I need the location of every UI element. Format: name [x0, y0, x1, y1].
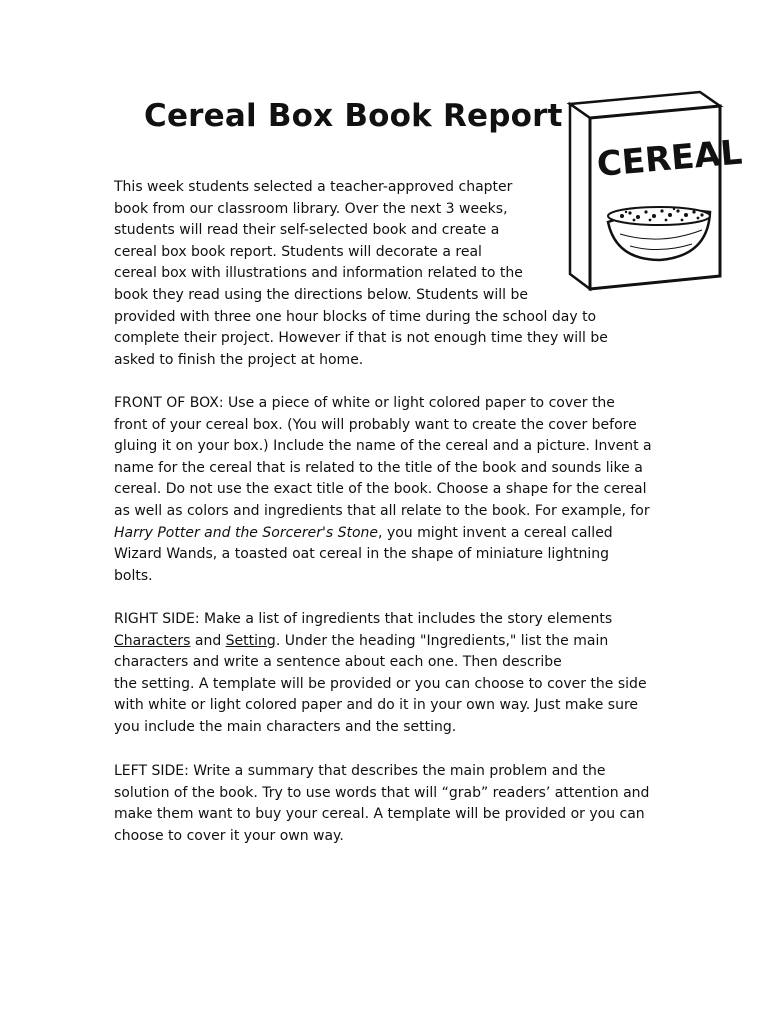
text-line: cereal. Do not use the exact title of the book. Choose a shape for the cereal	[114, 481, 647, 498]
text-fragment: . Under the heading "Ingredients," list the main	[275, 632, 609, 649]
example-book-title: Harry Potter and the Sorcerer's Stone	[114, 524, 379, 541]
text-line: front of your cereal box. (You will probably want to create the cover before	[114, 416, 637, 433]
text-line: choose to cover it your own way.	[114, 827, 344, 844]
characters-term: Characters	[114, 632, 191, 649]
text-fragment: and	[190, 632, 226, 649]
left-side-paragraph	[114, 761, 674, 847]
front-of-box-paragraph	[114, 393, 674, 587]
cereal-label: CEREAL	[595, 132, 744, 185]
text-line: FRONT OF BOX: Use a piece of white or light colored paper to cover the	[114, 395, 615, 411]
text-line	[114, 523, 674, 545]
page-title: Cereal Box Book Report	[144, 98, 563, 134]
right-side-paragraph	[114, 609, 674, 739]
text-line: students will read their self-selected book and create a	[114, 222, 500, 239]
text-line: characters and write a sentence about each one. Then describe	[114, 654, 562, 671]
text-line: book from our classroom library. Over the next 3 weeks,	[114, 200, 508, 217]
text-line: with white or light colored paper and do it in your own way. Just make sure	[114, 697, 639, 714]
text-line: LEFT SIDE: Write a summary that describes the main problem and the	[114, 763, 606, 779]
text-line: gluing it on your box.) Include the name of the cereal and a picture. Invent a	[114, 438, 652, 455]
text-line: cereal box book report. Students will decorate a real	[114, 243, 482, 260]
text-line: bolts.	[114, 567, 153, 584]
text-line: Wizard Wands, a toasted oat cereal in the shape of miniature lightning	[114, 546, 610, 563]
intro-paragraph	[114, 177, 674, 371]
text-line: book they read using the directions below. Students will be	[114, 286, 528, 303]
text-line: asked to finish the project at home.	[114, 351, 364, 368]
text-line: make them want to buy your cereal. A template will be provided or you can	[114, 806, 645, 823]
text-fragment: , you might invent a cereal called	[378, 524, 613, 541]
text-line: RIGHT SIDE: Make a list of ingredients that includes the story elements	[114, 611, 613, 627]
text-line: solution of the book. Try to use words that will “grab” readers’ attention and	[114, 784, 650, 801]
setting-term: Setting	[225, 632, 276, 649]
text-line	[114, 631, 674, 653]
text-line: name for the cereal that is related to the title of the book and sounds like a	[114, 459, 643, 476]
text-line: This week students selected a teacher-approved chapter	[114, 179, 513, 195]
text-line: the setting. A template will be provided or you can choose to cover the side	[114, 675, 647, 692]
text-line: cereal box with illustrations and information related to the	[114, 265, 523, 282]
text-line: you include the main characters and the setting.	[114, 718, 457, 735]
text-line: as well as colors and ingredients that all relate to the book. For example, for	[114, 502, 650, 519]
text-line: complete their project. However if that is not enough time they will be	[114, 330, 608, 347]
text-line: provided with three one hour blocks of time during the school day to	[114, 308, 597, 325]
